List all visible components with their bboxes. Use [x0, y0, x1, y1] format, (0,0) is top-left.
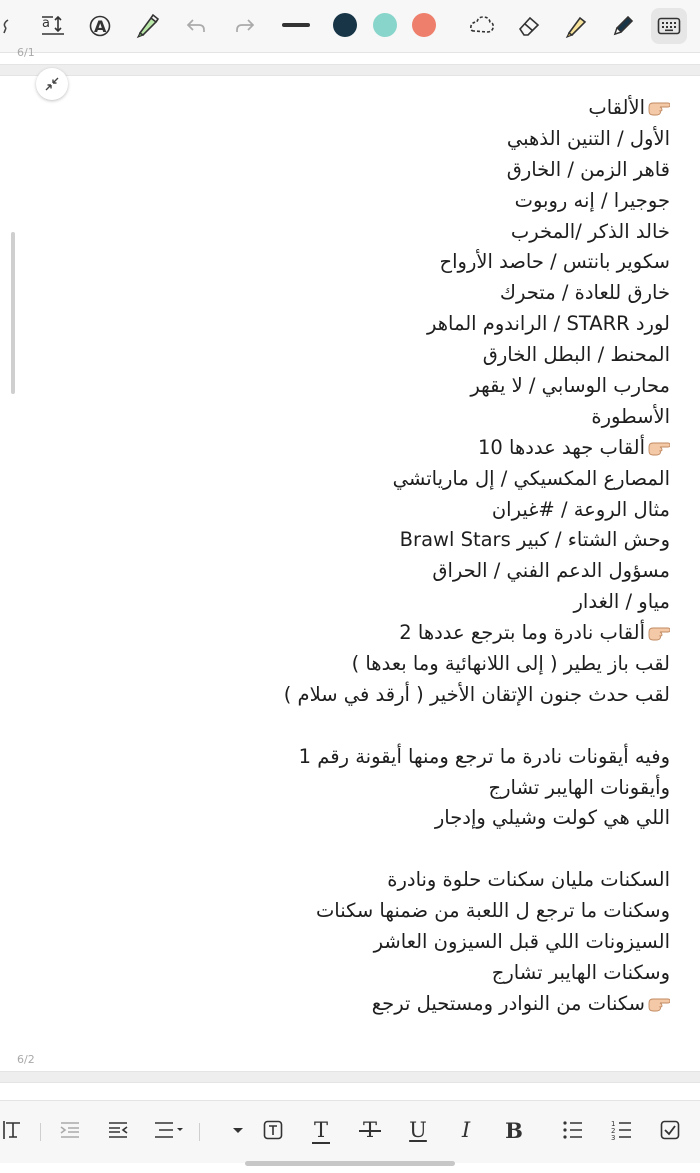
- note-line-text: محارب الوسابي / لا يقهر: [470, 374, 670, 398]
- pointing-hand-icon: [648, 620, 670, 636]
- note-line: [40, 618, 670, 649]
- color-teal[interactable]: [373, 13, 397, 37]
- pointing-hand-icon: [648, 991, 670, 1007]
- marker-icon[interactable]: [558, 8, 594, 44]
- note-line: [40, 803, 670, 834]
- underline-button[interactable]: [403, 1115, 433, 1145]
- numbered-list-icon[interactable]: [607, 1115, 637, 1145]
- note-line-text: لقب حدث جنون الإتقان الأخير ( أرقد في سلام ): [283, 682, 670, 706]
- format-toolbar: [0, 1100, 700, 1163]
- text-size-icon[interactable]: [35, 8, 71, 44]
- note-line: [40, 865, 670, 896]
- checklist-icon[interactable]: [655, 1115, 685, 1145]
- note-line: [40, 340, 670, 371]
- handwriting-icon[interactable]: [82, 8, 118, 44]
- bold-label: B: [505, 1117, 523, 1143]
- note-line: [40, 525, 670, 556]
- redo-icon[interactable]: [227, 8, 263, 44]
- note-line: [40, 433, 670, 464]
- note-line-text: مسؤول الدعم الفني / الحراق: [432, 559, 670, 583]
- note-line: [40, 247, 670, 278]
- note-line: [40, 464, 670, 495]
- note-line-text: سكنات من النوادر ومستحيل ترجع: [371, 991, 645, 1015]
- note-line-text: خالد الذكر /المخرب: [510, 219, 670, 243]
- note-line-text: السكنات مليان سكنات حلوة ونادرة: [387, 868, 670, 892]
- note-line-text: اللي هي كولت وشيلي وإدجار: [434, 806, 670, 830]
- note-line-text: الألقاب: [588, 96, 645, 119]
- note-line: [40, 402, 670, 433]
- note-line-text: سكوير بانتس / حاصد الأرواح: [439, 250, 670, 274]
- text-style-button[interactable]: [306, 1115, 336, 1145]
- eraser-icon[interactable]: [511, 8, 547, 44]
- page-number-label: 6/1: [17, 46, 35, 59]
- svg-text:2: 2: [611, 1127, 616, 1135]
- home-indicator[interactable]: [245, 1161, 455, 1166]
- note-line-text: جوجيرا / إنه روبوت: [514, 188, 670, 212]
- note-line: [40, 186, 670, 217]
- note-line: [40, 989, 670, 1020]
- note-line: [40, 742, 670, 773]
- note-line-text: مثال الروعة / #غيران: [491, 497, 670, 521]
- note-line-text: خارق للعادة / متحرك: [499, 281, 670, 305]
- note-line-text: وحش الشتاء / كبير Brawl Stars: [399, 528, 670, 552]
- toolbar-divider: [199, 1123, 200, 1141]
- page-separator: [0, 64, 700, 76]
- note-line: [40, 278, 670, 309]
- note-line-text: ألقاب نادرة وما بترجع عددها 2: [399, 621, 645, 645]
- svg-text:a: a: [42, 16, 50, 31]
- note-line-text: المحنط / البطل الخارق: [482, 343, 670, 367]
- note-line: [40, 958, 670, 989]
- note-line: [40, 680, 670, 711]
- underline-label: U: [409, 1118, 427, 1142]
- partial-tool-icon[interactable]: [0, 8, 14, 44]
- strikethrough-button[interactable]: [355, 1115, 385, 1145]
- note-line: [40, 711, 670, 742]
- color-dark-blue[interactable]: [333, 13, 357, 37]
- indent-decrease-icon[interactable]: [103, 1115, 133, 1145]
- note-line: [40, 217, 670, 248]
- note-line-text: قاهر الزمن / الخارق: [506, 157, 670, 181]
- undo-icon[interactable]: [178, 8, 214, 44]
- bullet-list-icon[interactable]: [558, 1115, 588, 1145]
- note-line-text: وسكنات الهايبر تشارج: [491, 960, 670, 984]
- note-line-text: مياو / الغدار: [573, 590, 670, 614]
- note-line: [40, 124, 670, 155]
- text-box-icon[interactable]: [258, 1115, 288, 1145]
- page-separator: [0, 1071, 700, 1083]
- note-line: [40, 649, 670, 680]
- indent-increase-icon[interactable]: [55, 1115, 85, 1145]
- text-direction-icon[interactable]: [0, 1115, 28, 1145]
- note-line: [40, 495, 670, 526]
- pointing-hand-icon: [648, 435, 670, 451]
- note-line-text: لقب باز يطير ( إلى اللانهائية وما بعدها ): [351, 652, 670, 676]
- note-line-text: لورد STARR / الراندوم الماهر: [426, 312, 670, 336]
- text-style-label: T: [313, 1118, 328, 1142]
- top-toolbar: [0, 0, 700, 53]
- toolbar-divider: [40, 1123, 41, 1141]
- color-salmon[interactable]: [412, 13, 436, 37]
- pen-thickness-icon[interactable]: [282, 23, 310, 27]
- svg-text:3: 3: [611, 1134, 616, 1141]
- keyboard-icon[interactable]: [651, 8, 687, 44]
- note-line: [40, 896, 670, 927]
- note-line-text: وسكنات ما ترجع ل اللعبة من ضمنها سكنات: [315, 899, 670, 923]
- note-line: [40, 371, 670, 402]
- note-line: [40, 309, 670, 340]
- italic-label: I: [461, 1118, 471, 1142]
- scrollbar-thumb[interactable]: [11, 232, 15, 394]
- collapse-icon: [45, 77, 59, 91]
- svg-text:A: A: [94, 17, 107, 36]
- note-line-text: الأسطورة: [591, 404, 670, 428]
- note-line: [40, 927, 670, 958]
- line-spacing-icon[interactable]: [150, 1115, 190, 1145]
- pointing-hand-icon: [648, 95, 670, 111]
- page-number-label: 6/2: [17, 1053, 35, 1066]
- note-line: [40, 93, 670, 124]
- pen-icon[interactable]: [605, 8, 641, 44]
- note-line-text: وفيه أيقونات نادرة ما ترجع ومنها أيقونة رقم 1: [298, 744, 670, 768]
- note-line-text: الأول / التنين الذهبي: [506, 126, 670, 150]
- note-line: [40, 587, 670, 618]
- note-content[interactable]: [40, 93, 670, 1020]
- lasso-icon[interactable]: [464, 8, 500, 44]
- dropdown-arrow-icon[interactable]: [223, 1115, 253, 1145]
- highlighter-icon[interactable]: [129, 8, 165, 44]
- svg-text:1: 1: [611, 1120, 616, 1128]
- note-line-text: ألقاب جهد عددها 10: [477, 435, 645, 459]
- note-line: [40, 155, 670, 186]
- note-line: [40, 773, 670, 804]
- note-line: [40, 834, 670, 865]
- note-line: [40, 556, 670, 587]
- italic-button[interactable]: [451, 1115, 481, 1145]
- note-line-text: السيزونات اللي قبل السيزون العاشر: [373, 930, 670, 954]
- bold-button[interactable]: [499, 1115, 529, 1145]
- note-line-text: وأيقونات الهايبر تشارج: [488, 775, 670, 799]
- note-line-text: المصارع المكسيكي / إل مارياتشي: [392, 466, 670, 490]
